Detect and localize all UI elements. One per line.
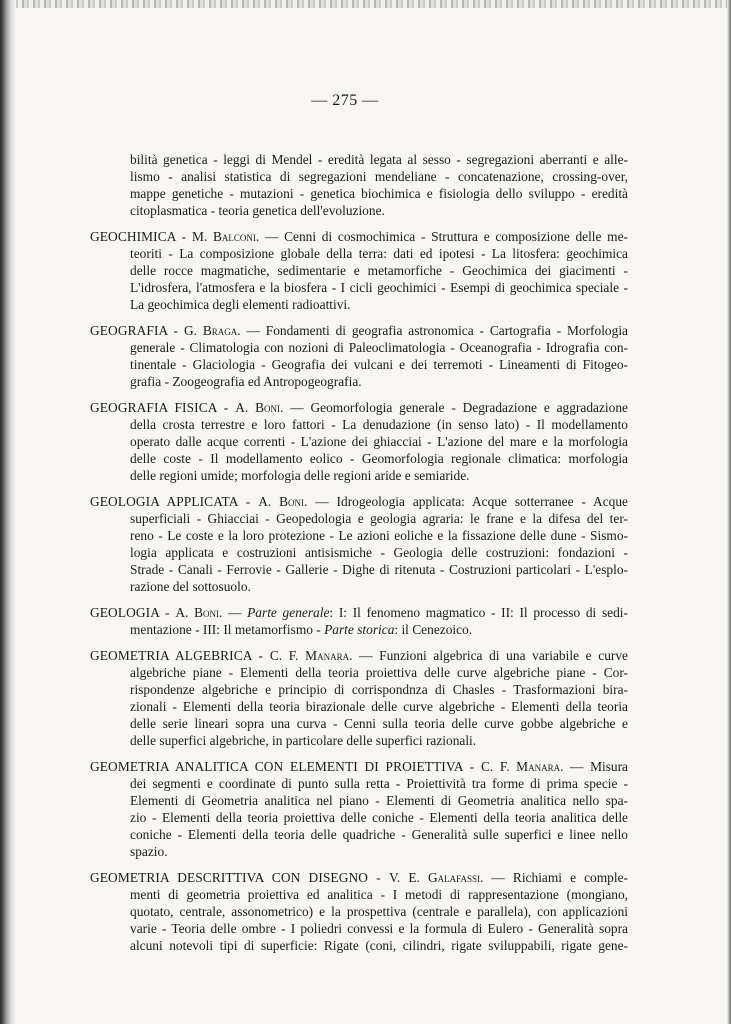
course-title: GEOLOGIA - [90,605,176,620]
text-line [90,843,628,860]
text-line [90,399,628,416]
text-line [90,228,628,245]
body-text: — Geomorfologia generale - Degradazione e aggradazione [283,400,628,415]
scan-edge-right [727,0,731,1024]
course-entry [90,151,628,219]
text-line [90,758,628,775]
course-entry [90,604,628,638]
body-text: dei segmenti e coordinate di punto sulla retta - Proiettività tra forme di prima specie - [130,776,628,791]
body-text: — Funzioni algebrica di una variabile e curve [352,648,628,663]
scan-edge-top [0,0,731,8]
text-line [90,339,628,356]
course-title: GEOMETRIA ALGEBRICA - [90,648,270,663]
text-line [90,279,628,296]
body-text: rispondenze algebriche e principio di corrispondnza di Chasles - Trasformazioni bira- [130,682,628,697]
text-line [90,202,628,219]
body-text: lismo - analisi statistica di segregazioni mendeliane - concatenazione, crossing-over, [130,169,628,184]
body-text: L'idrosfera, l'atmosfera e la biosfera - I cicli geochimici - Esempi di geochimica speciale - [130,280,628,295]
body-text: delle rocce magmatiche, sedimentarie e metamorfiche - Geochimica dei giacimenti - [130,263,628,278]
text-line [90,467,628,484]
body-text: — Richiami e comple- [483,870,628,885]
body-text: generale - Climatologia con nozioni di Paleoclimatologia - Oceanografia - Idrografia con- [130,340,628,355]
course-title: GEOGRAFIA FISICA - [90,400,236,415]
course-author: A. Boni. [235,400,284,415]
text-line [90,698,628,715]
body-text: della crosta terrestre e loro fattori - La denudazione (in senso lato) - Il modellamento [130,417,628,432]
body-text: coniche - Elementi della teoria delle quadriche - Generalità sulle superfici e linee nello [130,827,628,842]
body-text: — Cenni di cosmochimica - Struttura e composizione delle me- [259,229,628,244]
text-line [90,792,628,809]
body-text: teoriti - La composizione globale della terra: dati ed ipotesi - La litosfera: geochimica [130,246,628,261]
body-text: spazio. [130,844,168,859]
course-title: GEOMETRIA DESCRITTIVA CON DISEGNO - [90,870,389,885]
body-text: zionali - Elementi della teoria birazionale delle curve algebriche - Elementi della teoria [130,699,628,714]
body-text: citoplasmatica - teoria genetica dell'evoluzione. [130,203,385,218]
course-title: GEOLOGIA APPLICATA - [90,494,259,509]
course-entry [90,758,628,860]
text-line [90,664,628,681]
body-text: tinentale - Glaciologia - Geografia dei vulcani e dei terremoti - Lineamenti di Fitogeo- [130,357,628,372]
body-text: La geochimica degli elementi radioattivi. [130,297,351,312]
body-text: reno - Le coste e la loro protezione - Le azioni eoliche e la fissazione delle dune - Sismo- [130,528,628,543]
body-text: : I: Il fenomeno magmatico - II: Il processo di sedi- [329,605,628,620]
course-author: C. F. Manara. [480,759,564,774]
text-line [90,826,628,843]
body-text: quotato, centrale, assonometrico) e la prospettiva (centrale e parallela), con applicazioni [130,904,628,919]
body-text: razione del sottosuolo. [130,579,251,594]
body-text: bilità genetica - leggi di Mendel - eredità legata al sesso - segregazioni aberranti e alle- [130,152,628,167]
text-line [90,262,628,279]
text-line [90,185,628,202]
body-text: — [222,605,248,620]
text-line [90,527,628,544]
body-text: — Misura [563,759,628,774]
text-line [90,775,628,792]
body-text: menti di geometria proiettiva ed analitica - I metodi di rappresentazione (mongiano, [130,887,628,902]
text-line [90,920,628,937]
scan-edge-left [0,0,16,1024]
text-line [90,356,628,373]
course-entry [90,647,628,749]
course-author: A. Boni. [258,494,308,509]
text-line [90,647,628,664]
text-line [90,450,628,467]
body-text: mappe genetiche - mutazioni - genetica biochimica e fisiologia dello sviluppo - eredità [130,186,628,201]
body-text: Strade - Canali - Ferrovie - Gallerie - Dighe di ritenuta - Costruzioni particolari - L'esplo- [130,562,628,577]
body-text: delle superfici algebriche, in particolare delle superfici razionali. [130,733,477,748]
body-text: : il Cenezoico. [394,622,473,637]
course-author: A. Boni. [175,605,223,620]
body-text: Elementi di Geometria analitica nel piano - Elementi di Geometria analitica nello spa- [130,793,628,808]
text-line [90,561,628,578]
body-text: zio - Elementi della teoria proiettiva delle coniche - Elementi della teoria analitica delle [130,810,628,825]
course-title: GEOCHIMICA - [90,229,192,244]
body-text: delle regioni umide; morfologia delle regioni aride e semiaride. [130,468,470,483]
page-number: — 275 — [311,92,379,109]
text-line [90,168,628,185]
text-line [90,433,628,450]
body-text: logia applicata e costruzioni antisismiche - Geologia delle costruzioni: fondazioni - [130,545,628,560]
course-author: G. Braga. [184,323,241,338]
text-line [90,493,628,510]
text-line [90,510,628,527]
body-text: mentazione - III: Il metamorfismo - [130,622,325,637]
text-line [90,373,628,390]
text-line [90,296,628,313]
body-text: — Idrogeologia applicata: Acque sotterranee - Acque [307,494,628,509]
body-text: alcuni notevoli tipi di superficie: Rigate (coni, cilindri, rigate sviluppabili, rigate gene- [130,938,628,953]
body-text: varie - Teoria delle ombre - I poliedri convessi e la formula di Eulero - Generalità sopra [130,921,628,936]
text-line [90,869,628,886]
text-line [90,416,628,433]
body-text: delle coste - Il modellamento eolico - Geomorfologia regionale climatica: morfologia [130,451,628,466]
course-entry [90,228,628,313]
course-entry [90,493,628,595]
course-title: GEOMETRIA ANALITICA CON ELEMENTI DI PROIETTIVA - [90,759,481,774]
course-list [90,151,628,963]
body-text: — Fondamenti di geografia astronomica - Cartografia - Morfologia [240,323,628,338]
body-text: operato dalle acque correnti - L'azione dei ghiacciai - L'azione del mare e la morfologia [130,434,628,449]
text-line [90,715,628,732]
text-line [90,544,628,561]
italic-text: Parte generale [247,605,330,620]
italic-text: Parte storica [324,622,395,637]
text-line [90,245,628,262]
body-text: algebriche piane - Elementi della teoria proiettiva delle curve algebriche piane - Cor- [130,665,628,680]
course-entry [90,399,628,484]
text-line [90,681,628,698]
course-author: C. F. Manara. [269,648,353,663]
text-line [90,604,628,621]
text-line [90,903,628,920]
body-text: grafia - Zoogeografia ed Antropogeografia. [130,374,362,389]
course-title: GEOGRAFIA - [90,323,184,338]
text-line [90,937,628,954]
body-text: delle serie lineari sopra una curva - Cenni sulla teoria delle curve gobbe algebriche e [130,716,628,731]
text-line [90,886,628,903]
text-line [90,322,628,339]
body-text: superficiali - Ghiacciai - Geopedologia e geologia agraria: le frane e la difesa del ter- [130,511,628,526]
text-line [90,621,628,638]
text-line [90,578,628,595]
text-line [90,732,628,749]
course-entry [90,869,628,954]
text-line [90,809,628,826]
course-author: M. Balconi. [192,229,260,244]
course-entry [90,322,628,390]
text-line [90,151,628,168]
course-author: V. E. Galafassi. [388,870,484,885]
